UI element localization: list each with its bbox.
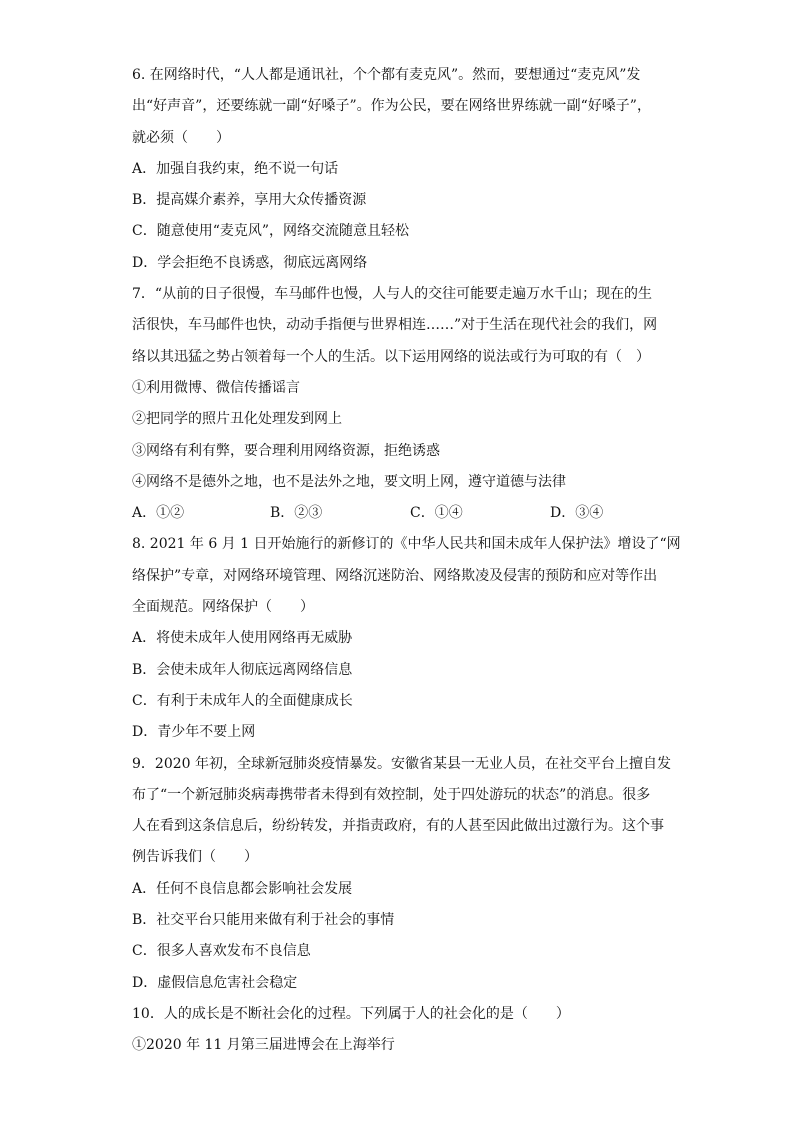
answer-option-b: B．社交平台只能用来做有利于社会的事情 [132,912,395,929]
statement-item: ④网络不是德外之地，也不是法外之地，要文明上网，遵守道德与法律 [132,473,566,490]
question-stem-line: 7．“从前的日子很慢，车马邮件也慢，人与人的交往可能要走遍万水千山；现在的生 [132,286,653,303]
question-stem-line: 络保护”专章，对网络环境管理、网络沉迷防治、网络欺凌及侵害的预防和应对等作出 [132,567,658,584]
question-8 [132,529,681,748]
question-stem-line: 8. 2021 年 6 月 1 日开始施行的新修订的《中华人民共和国未成年人保护法》增设了“网 [132,536,681,553]
answer-option-c: C．有利于未成年人的全面健康成长 [132,692,353,709]
question-stem-line: 活很快，车马邮件也快，动动手指便与世界相连……”对于生活在现代社会的我们，网 [132,317,658,334]
question-9 [132,749,672,999]
statement-item: ①利用微博、微信传播谣言 [132,379,300,396]
question-10 [132,999,672,1062]
answer-option-d: D．学会拒绝不良诱惑，彻底远离网络 [132,254,368,271]
answer-option-a: A．①② [132,505,185,522]
question-stem-line: 布了“一个新冠肺炎病毒携带者未得到有效控制，处于四处游玩的状态”的消息。很多 [132,786,651,803]
statement-item: ①2020 年 11 月第三届进博会在上海举行 [132,1037,395,1054]
statement-item: ②把同学的照片丑化处理发到网上 [132,411,342,428]
answer-option-b: B．提高媒介素养，享用大众传播资源 [132,192,367,209]
question-list [132,60,681,1062]
question-stem-line: 络以其迅猛之势占领着每一个人的生活。以下运用网络的说法或行为可取的有（ ） [132,348,650,365]
answer-option-d: D．虚假信息危害社会稳定 [132,974,298,991]
question-stem-line: 就必须（ ） [132,129,230,146]
answer-option-a: A．将使未成年人使用网络再无威胁 [132,630,353,647]
answer-option-d: D．③④ [550,505,604,522]
question-stem-line: 例告诉我们（ ） [132,849,258,866]
answer-option-b: B．②③ [270,505,323,522]
answer-option-c: C．①④ [410,505,463,522]
answer-option-c: C．随意使用“麦克风”，网络交流随意且轻松 [132,223,410,240]
question-stem-line: 全面规范。网络保护（ ） [132,599,314,616]
question-stem-line: 出“好声音”，还要练就一副“好嗓子”。作为公民，要在网络世界练就一副“好嗓子”， [132,98,651,115]
question-stem-line: 9．2020 年初，全球新冠肺炎疫情暴发。安徽省某县一无业人员，在社交平台上擅自发 [132,755,671,772]
statement-item: ③网络有利有弊，要合理利用网络资源，拒绝诱惑 [132,442,440,459]
question-stem-line: 人在看到这条信息后，纷纷转发，并指责政府，有的人甚至因此做出过激行为。这个事 [132,818,664,835]
answer-option-c: C．很多人喜欢发布不良信息 [132,943,311,960]
answer-option-a: A．任何不良信息都会影响社会发展 [132,880,353,897]
question-6 [132,60,672,279]
question-7 [132,279,672,529]
answer-option-b: B．会使未成年人彻底远离网络信息 [132,661,353,678]
inline-options-row [132,498,672,529]
question-stem-line: 10．人的成长是不断社会化的过程。下列属于人的社会化的是（ ） [132,1005,570,1022]
answer-option-a: A．加强自我约束，绝不说一句话 [132,160,339,177]
question-stem-line: 6. 在网络时代，“人人都是通讯社，个个都有麦克风”。然而，要想通过“麦克风”发 [132,67,641,83]
answer-option-d: D．青少年不要上网 [132,724,256,741]
